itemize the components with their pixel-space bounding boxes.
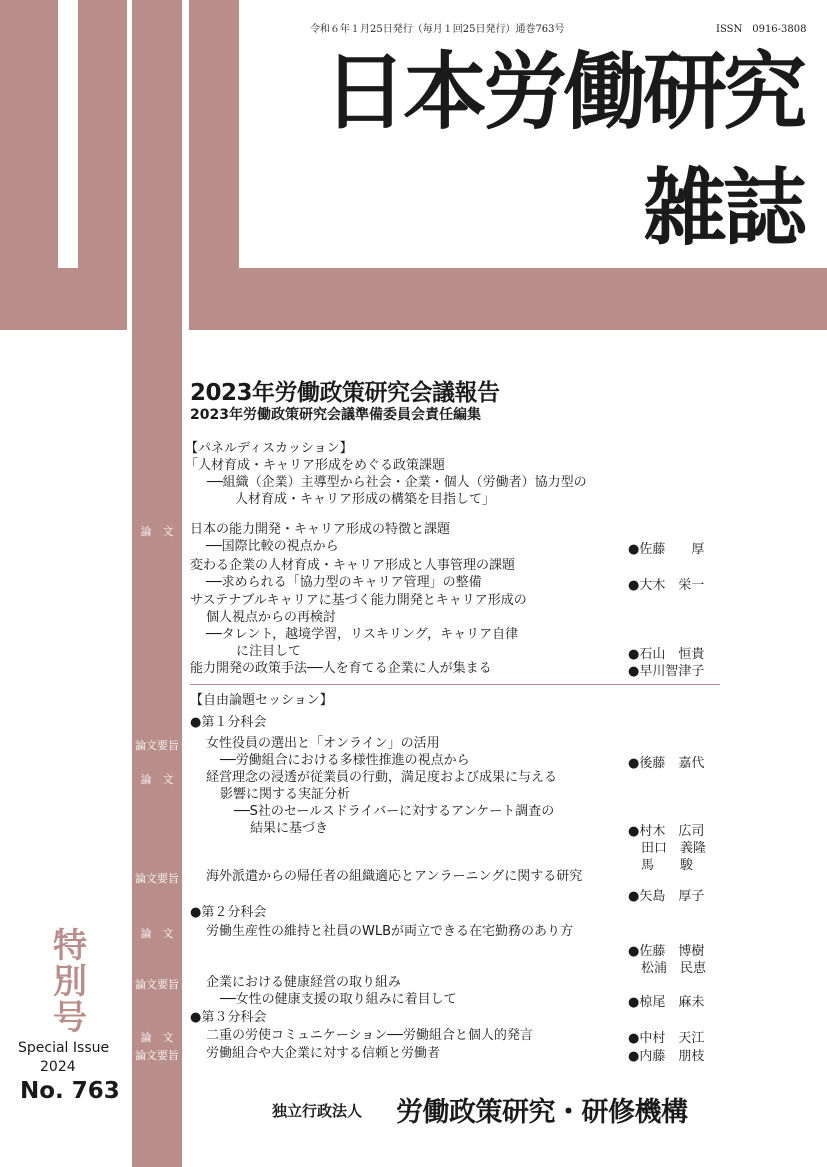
paper-title: 企業における健康経営の取り組み [206,975,402,990]
subcommittee-heading: ●第１分科会 [190,715,267,730]
decorative-bar-right [189,0,239,268]
paper-author: 田口 義隆 [641,841,707,856]
subcommittee-heading: ●第２分科会 [190,905,267,920]
paper-author: ●矢島 厚子 [628,889,705,904]
paper-title: 労働組合や大企業に対する信頼と労働者 [206,1046,441,1061]
decorative-bar-left-inner [78,0,127,268]
paper-title: 能力開発の政策手法──人を育てる企業に人が集まる [190,661,492,676]
paper-author: ●後藤 嘉代 [628,756,705,771]
panel-title-line3: 人材育成・キャリア形成の構築を目指して」 [235,492,496,507]
paper-author: ●佐藤 博樹 [628,944,705,959]
panel-heading: 【パネルディスカッション】 [185,441,353,456]
section-label: 論文要旨 [135,872,179,885]
section-divider [190,684,720,685]
paper-title-line2: 影響に関する実証分析 [220,787,351,802]
journal-title: 日本労働研究 [322,43,803,141]
paper-author: ●大木 栄一 [628,578,705,593]
paper-author: 馬 駿 [641,858,694,873]
paper-subtitle: ──国際比較の視点から [206,539,339,554]
paper-subtitle: ──女性の健康支援の取り組みに着目して [220,992,457,1007]
section-label: 論 文 [140,1031,174,1044]
paper-author: ●佐藤 厚 [628,542,705,557]
publisher-type: 独立行政法人 [272,1102,363,1120]
paper-title: 海外派遣からの帰任者の組織適応とアンラーニングに関する研究 [206,869,583,884]
issue-number: No. 763 [20,1078,120,1104]
free-session-heading: 【自由論題セッション】 [190,693,333,708]
paper-subtitle: ──求められる「協力型のキャリア管理」の整備 [206,575,482,590]
paper-author: ●村木 広司 [628,824,705,839]
paper-author: ●中村 天江 [628,1031,705,1046]
issue-date: 令和６年１月25日発行（毎月１回25日発行）通巻763号 [310,24,565,35]
decorative-bar-left-horizontal [0,268,127,330]
paper-subtitle-line2: 結果に基づき [250,821,329,836]
paper-author: 松浦 民恵 [641,961,707,976]
paper-subtitle: ──タレント，越境学習，リスキリング，キャリア自律 [206,627,519,642]
paper-author: ●内藤 朋枝 [628,1049,705,1064]
panel-title-line2: ──組織（企業）主導型から社会・企業・個人（労働者）協力型の [207,475,587,490]
paper-title: サステナブルキャリアに基づく能力開発とキャリア形成の [190,593,527,608]
panel-title-line1: 「人材育成・キャリア形成をめぐる政策課題 [185,458,446,473]
paper-title: 日本の能力開発・キャリア形成の特徴と課題 [190,522,451,537]
paper-subtitle: ──S社のセールスドライバーに対するアンケート調査の [234,804,555,819]
paper-title: 経営理念の浸透が従業員の行動，満足度および成果に与える [206,770,558,785]
paper-author: ●早川智津子 [628,664,705,679]
section-label: 論文要旨 [135,1049,179,1062]
special-issue-label: 特別号 [53,926,87,1038]
report-subtitle: 2023年労働政策研究会議準備委員会責任編集 [190,407,481,423]
issue-year: 2024 [40,1059,76,1075]
paper-author: ●椋尾 麻未 [628,995,705,1010]
paper-subtitle: ──労働組合における多様性推進の視点から [220,753,470,768]
paper-title: 変わる企業の人材育成・キャリア形成と人事管理の課題 [190,558,516,573]
paper-author: ●石山 恒貴 [628,647,705,662]
section-label: 論文要旨 [135,739,179,752]
paper-title: 女性役員の選出と「オンライン」の活用 [206,736,440,751]
subcommittee-heading: ●第３分科会 [190,1010,267,1025]
paper-title-line2: 個人視点からの再検討 [206,610,337,625]
publisher-name: 労働政策研究・研修機構 [396,1097,688,1128]
section-label: 論 文 [140,927,174,940]
section-label: 論 文 [140,773,174,786]
section-label: 論文要旨 [135,978,179,991]
decorative-bar-left [0,0,58,268]
issn: ISSN 0916-3808 [716,24,807,35]
decorative-bar-right-horizontal [189,268,827,330]
section-label: 論 文 [140,525,174,538]
paper-title: 労働生産性の維持と社員のWLBが両立できる在宅勤務のあり方 [206,924,574,939]
paper-title: 二重の労使コミュニケーション──労働組合と個人的発言 [206,1028,533,1043]
special-issue-english: Special Issue [18,1040,110,1056]
report-title: 2023年労働政策研究会議報告 [190,380,500,406]
paper-subtitle-line2: に注目して [236,644,302,659]
journal-title-line2: 雑誌 [642,159,803,257]
